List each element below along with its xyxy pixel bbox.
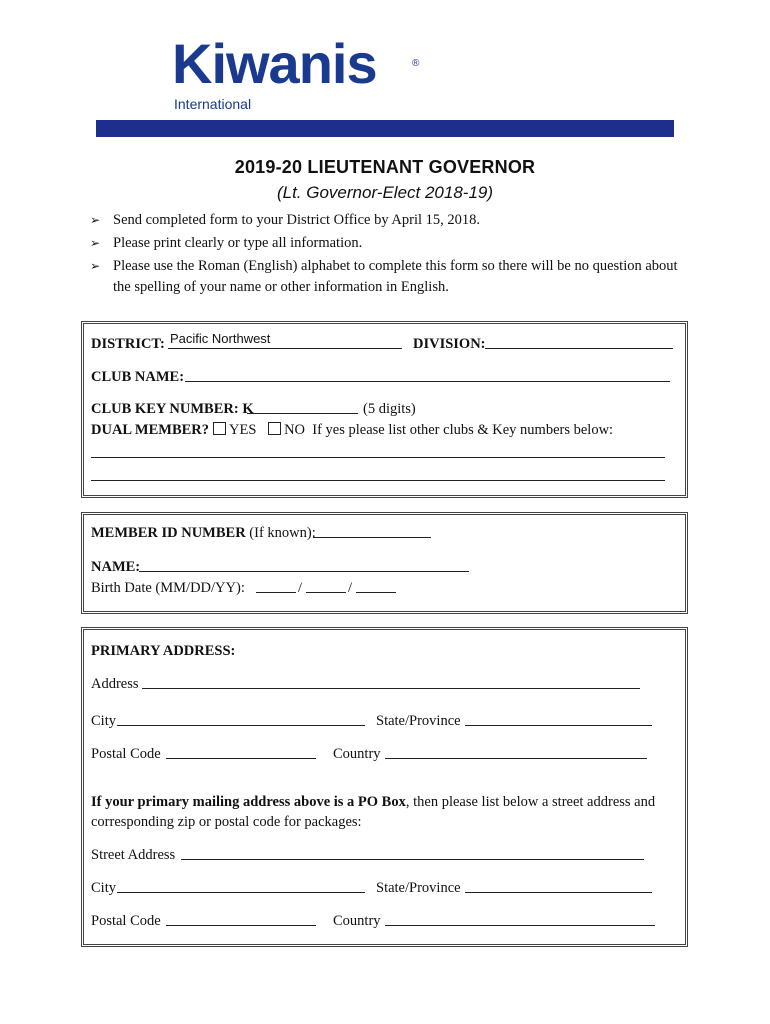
street-address-field[interactable] <box>181 845 644 860</box>
city-field-2[interactable] <box>117 878 365 893</box>
instruction-item: ➢ Send completed form to your District Office by April 15, 2018. <box>90 210 690 231</box>
po-box-note-line2: corresponding zip or postal code for packages: <box>91 814 362 830</box>
address-label: Address <box>91 676 139 692</box>
name-label: NAME: <box>91 559 141 575</box>
header-bar <box>96 120 674 137</box>
state-label: State/Province <box>376 713 461 729</box>
club-key-hint: (5 digits) <box>363 401 416 417</box>
dual-member-label: DUAL MEMBER? <box>91 422 210 438</box>
division-field[interactable] <box>485 334 673 349</box>
member-id-field[interactable] <box>313 523 431 538</box>
district-label: DISTRICT: <box>91 336 165 352</box>
instruction-item: ➢ Please print clearly or type all information. <box>90 233 690 254</box>
date-separator: / <box>348 580 353 596</box>
state-label-2: State/Province <box>376 880 461 896</box>
club-key-label: CLUB KEY NUMBER: K <box>91 401 254 417</box>
po-box-note-bold: If your primary mailing address above is a PO Box <box>91 794 406 810</box>
division-label: DIVISION: <box>413 336 486 352</box>
no-checkbox[interactable] <box>268 422 281 435</box>
arrow-bullet-icon: ➢ <box>90 213 101 227</box>
postal-code-label-2: Postal Code <box>91 913 161 929</box>
yes-label: YES <box>229 422 257 438</box>
birth-month-field[interactable] <box>256 578 296 593</box>
name-field[interactable] <box>139 557 469 572</box>
yes-checkbox[interactable] <box>213 422 226 435</box>
po-box-note <box>91 793 655 811</box>
street-address-label: Street Address <box>91 847 176 863</box>
city-label: City <box>91 713 116 729</box>
dual-member-hint: If yes please list other clubs & Key numbers below: <box>312 422 614 438</box>
dual-member-row <box>91 421 613 439</box>
birth-day-field[interactable] <box>306 578 346 593</box>
city-label-2: City <box>91 880 116 896</box>
no-label: NO <box>284 422 306 438</box>
form-title: 2019-20 LIEUTENANT GOVERNOR <box>234 157 536 177</box>
address-field[interactable] <box>142 674 640 689</box>
state-field-2[interactable] <box>465 878 652 893</box>
birth-date-label: Birth Date (MM/DD/YY): <box>91 580 245 596</box>
date-separator: / <box>298 580 303 596</box>
member-id-label: MEMBER ID NUMBER <box>91 525 246 541</box>
district-value: Pacific Northwest <box>170 331 271 346</box>
registered-mark: ® <box>412 58 420 69</box>
po-box-note-rest: , then please list below a street address and <box>405 794 656 810</box>
postal-code-field-2[interactable] <box>166 911 316 926</box>
kiwanis-logo: Kiwanis <box>172 32 377 95</box>
member-id-hint: (If known): <box>249 525 316 541</box>
city-field[interactable] <box>117 711 365 726</box>
country-field[interactable] <box>385 744 647 759</box>
club-name-label: CLUB NAME: <box>91 369 185 385</box>
form-subtitle: (Lt. Governor-Elect 2018-19) <box>276 183 494 202</box>
other-clubs-line-2[interactable] <box>91 480 665 481</box>
postal-code-field[interactable] <box>166 744 316 759</box>
state-field[interactable] <box>465 711 652 726</box>
logo-subtitle: International <box>174 96 252 112</box>
primary-address-label: PRIMARY ADDRESS: <box>91 643 236 659</box>
instruction-item: ➢ Please use the Roman (English) alphabet to complete this form so there will be no question about the spelling of your name or other information in English. <box>90 258 678 295</box>
country-field-2[interactable] <box>385 911 655 926</box>
arrow-bullet-icon: ➢ <box>90 236 101 250</box>
club-key-field[interactable] <box>247 399 358 414</box>
country-label-2: Country <box>333 913 381 929</box>
other-clubs-line-1[interactable] <box>91 457 665 458</box>
club-name-field[interactable] <box>185 367 670 382</box>
member-id-row <box>91 524 316 542</box>
country-label: Country <box>333 746 381 762</box>
birth-year-field[interactable] <box>356 578 396 593</box>
arrow-bullet-icon: ➢ <box>90 259 101 273</box>
postal-code-label: Postal Code <box>91 746 161 762</box>
